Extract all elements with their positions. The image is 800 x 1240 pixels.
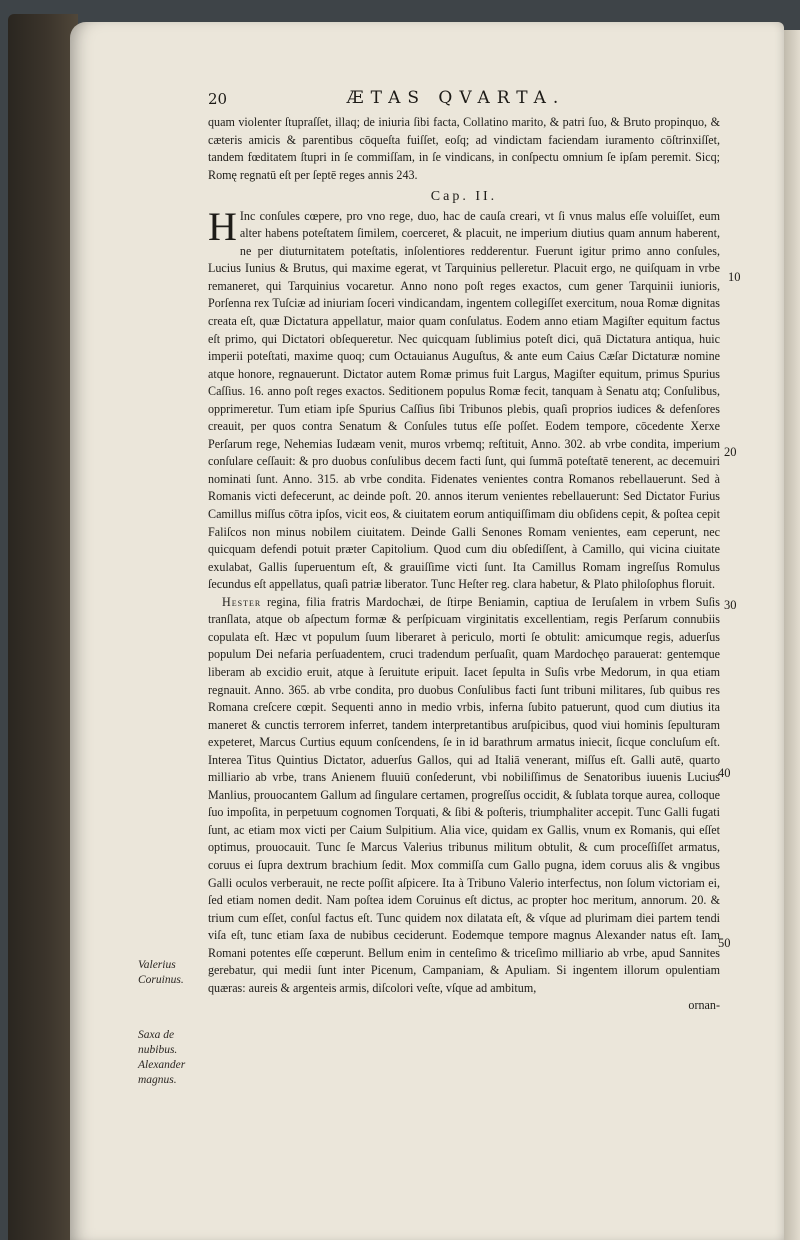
catchword: ornan-: [688, 998, 720, 1013]
chapter-paragraph-text: Inc conſules cœpere, pro vno rege, duo, hac de cauſa creari, vt ſi vnus malus eſſe voluiſſet, eum alter habens poteſtatem ſimilem, coerceret, & placuit, ne imperium diutius quam annum haberent, ne per diuturnitatem poteſtatis, inſolentiores redderentur. Fuerunt igitur primo anno conſules, Lucius Iunius & Brutus, qui maxime egerat, vt Tarquinius pelleretur. Placuit ergo, ne quiſquam in vrbe remaneret, qui Tarquinius vocaretur. Anno nono poſt reges exactos, cum gener Tarquinii iunioris, Porſenna rex Tuſciæ ad iniuriam ſoceri vindicandam, ingentem collegiſſet exercitum, noua Romæ dignitas creata eſt, quæ Dictatura appellatur, maior quam conſulatus. Eodem anno etiam Magiſter equitum factus eſt primo, qui Dictatori obſequeretur. Nec quicquam ſublimius poteſt dici, quā Dictatura antiqua, huic imperii poteſtati, maxime quoq; cum Octauianus Auguſtus, & ante eum Caius Cæſar Dictaturæ nomine atque honore, regnauerunt. Dictator autem Romæ primus fuit Largus, Magiſter equitum, primus Spurius Caſſius. 16. anno poſt reges exactos. Seditionem populus Romæ fecit, tanquam à Senatu atq; Conſulibus, opprimeretur. Tum etiam ipſe Spurius Caſſius ſibi Tribunos plebis, quaſi proprios iudices & defenſores creauit, per quos contra Senatum & Conſules tutus eſſe poſſet. Eodem tempore, cōcedente Xerxe Perſarum rege, Nehemias Iudæam venit, muros vrbemq; reſtituit, Anno. 302. ab vrbe condita, imperium conſulare ceſſauit: & pro duobus conſulibus decem facti ſunt, qui ſummā poteſtatē tenerent, ac decemuiri nominati ſunt. Anno. 315. ab vrbe condita. Fidenates venientes contra Romanos rebellauerunt. Sed à Romanis victi defecerunt, ac deinde poſt. 20. annos iterum venientes rebellauerunt: Sed Dictator Furius Camillus miſſus cōtra ipſos, vicit eos, & ciuitatem eorum antiquiſſimam diu obſidens cepit, & poſtea cepit Faliſcos non minus nobilem ciuitatem. Deinde Galli Senones Romam venientes, eam ceperunt, nec quicquam defendi potuit præter Capitolium. Quod cum diu obſediſſent, à Camillo, qui vicina ciuitate exulabat, Gallis ſuperuentum eſt, & grauiſſime victi ſunt. Ita Camillus Romam ingreſſus Romulus ſecundus eſt appellatus, quaſi patriæ liberator. Tunc Heſter reg. clara habetur, & Plato philoſophus floruit.: [208, 208, 720, 592]
drop-cap: H: [208, 203, 237, 249]
book-binding: [8, 14, 78, 1240]
line-number-20: 20: [724, 445, 737, 459]
chapter-paragraph: [208, 203, 720, 594]
chapter-heading: Cap. II.: [430, 189, 498, 205]
line-number-40: 40: [718, 766, 731, 780]
main-text: [208, 114, 720, 1015]
line-number-50: 50: [718, 936, 731, 950]
opening-paragraph: quam violenter ſtupraſſet, illaq; de iniuria ſibi facta, Collatino marito, & patri ſuo, & Bruto propinquo, & cæteris amicis & parentibus cōqueſta fuiſſet, eoſq; ad vindictam faciendam iuramento cōſtrinxiſſet, tandem fœditatem ſtupri in ſe commiſſam, in ſe vindicans, in conſpectu omnium ſe ipſam peremit. Sicq; Romę regnatū eſt per ſeptē reges annis 243.: [208, 115, 720, 182]
page-number: 20: [208, 90, 228, 108]
page-header: [208, 90, 748, 112]
line-number-30: 30: [724, 598, 737, 612]
running-title: ÆTAS QVARTA.: [346, 88, 566, 108]
hester-paragraph-text: regina, filia fratris Mardochæi, de ſtirpe Beniamin, captiua de Ieruſalem in vrbem Suſis tranſlata, atque ob aſpectum formæ & perſpicuam virginitatis excellentiam, regis Perſarum connubiis copulata eſt. Hæc vt populum ſuum liberaret à periculo, morti ſe obtulit: amicumque regis, aduerſus populum Dei nefaria perſuadentem, cruci tradendum perſuaſit, quam Mardochęo parauerat: gentemque liberam ab excidio eruit, atque à ſeruitute eripuit. Iacet ſepulta in Suſis vrbe Medorum, in qua etiam regnauit. Anno. 365. ab vrbe condita, pro duobus Conſulibus facti ſunt tribuni militares, ſub quibus res Romana creſcere cœpit. Sequenti anno in medio vrbis, inferna ſubito patuerunt, quod cum diutius ita maneret & cunctis terrorem inferret, tandem interpretantibus aruſpicibus, quod viui hominis ſepulturam expeteret, Marcus Curtius equum conſcendens, ſe in id barathrum armatus iniecit, ſicque concluſum eſt. Interea Titus Quintius Dictator, aduerſus Gallos, qui ad Italiā venerant, miſſus eſt. Galli autē, quarto milliario ab vrbe, trans Anienem fluuiū conſederunt, vbi nobiliſſimus de Senatoribus iuuenis Lucius Manlius, prouocantem Gallum ad ſingulare certamen, progreſſus occidit, & ſublata torque aurea, colloque ſuo impoſita, in perpetuum cognomen Torquati, & ſibi & poſteris, triumphaliter accepit. Tunc Galli fugati ſunt, ac etiam mox victi per Caium Sulpitium. Alia vice, quidam ex Gallis, vnum ex Romanis, qui eſſet optimus, prouocauit. Tunc ſe Marcus Valerius tribunus militum obtulit, & cum proceſſiſſet armatus, coruus ei ſupra dextrum brachium ſedit. Mox commiſſa cum Gallo pugna, idem coruus alis & vngibus Galli oculos verberauit, ne recte poſſit aſpicere. Ita à Tribuno Valerio interfectus, non ſolum victoriam ei, ſed etiam nomen dedit. Nam poſtea idem Coruinus eſt dictus, ac propter hoc meritum, annorum. 20. & trium cum eſſet, conſul factus eſt. Tunc quidem nox dilatata eſt, & vſque ad plurimam diei partem tendi viſa eſt, tunc etiam ſaxa de nubibus ceciderunt. Eodemque tempore magnus Alexander natus eſt. Iam Romani potentes eſſe cœperunt. Bellum enim in centeſimo & triceſimo milliario ab vrbe, apud Sannites gerebatur, qui medii ſunt inter Picenum, Campaniam, & Apuliam. Si ingentem illorum opulentiam quæras: aureis & argenteis armis, diſcolori veſte, vſque ad ambitum,: [208, 594, 720, 995]
margin-note-alexander: Alexander magnus.: [138, 1059, 186, 1086]
hester-name: Hester: [222, 594, 262, 609]
hester-paragraph: [208, 594, 720, 998]
margin-note-saxa: Saxa de nubibus.: [138, 1029, 178, 1056]
margin-note-valerius: Valerius Coruinus.: [138, 959, 184, 986]
line-number-10: 10: [728, 270, 741, 284]
